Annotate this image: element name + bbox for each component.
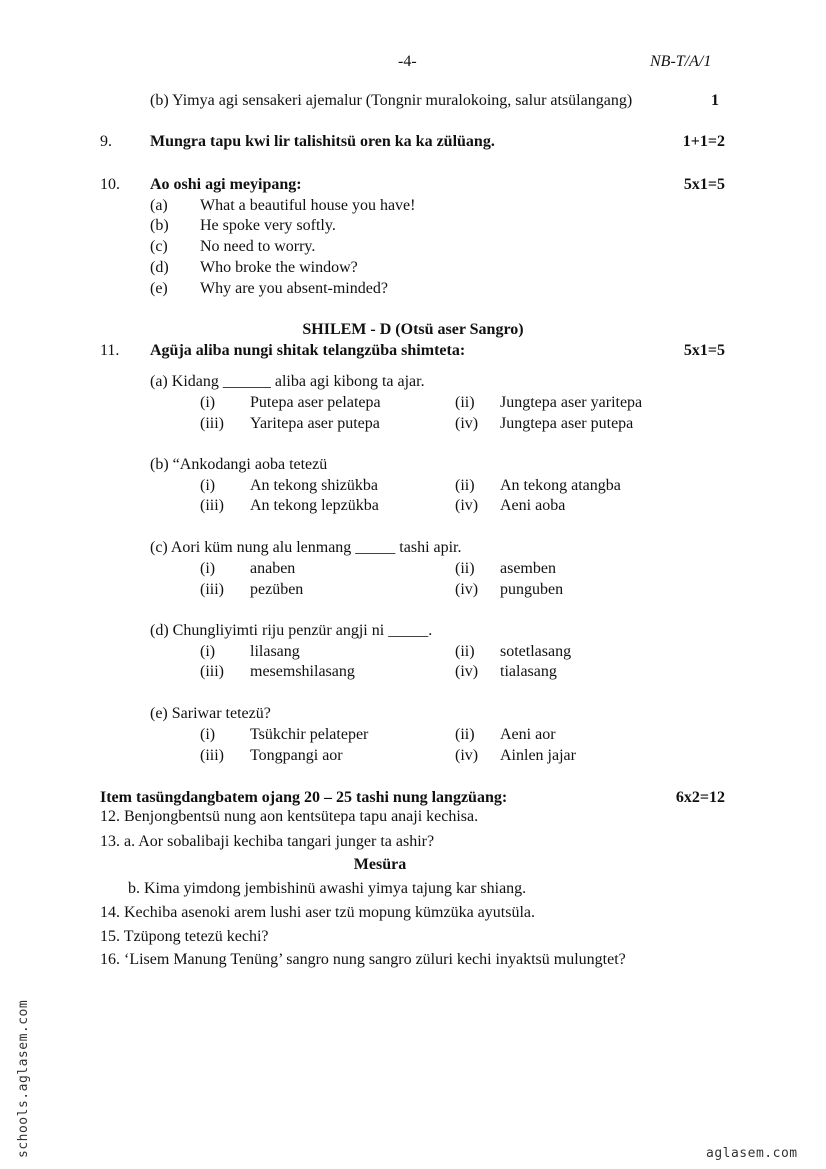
option-label: (iv): [455, 747, 479, 764]
option-text: Jungtepa aser putepa: [500, 415, 634, 432]
q11-marks: 5x1=5: [683, 342, 725, 359]
page-number: -4-: [398, 53, 417, 70]
q10-item-label: (c): [150, 238, 168, 255]
q11-part-stem: (a) Kidang ______ aliba agi kibong ta ajar.: [150, 373, 425, 390]
or-label: Mesüra: [353, 856, 407, 873]
q10-item-text: Why are you absent-minded?: [200, 280, 388, 297]
option-text: lilasang: [250, 643, 300, 660]
option-text: Yaritepa aser putepa: [250, 415, 380, 432]
q9-marks: 1+1=2: [682, 133, 725, 150]
q10-item-text: He spoke very softly.: [200, 217, 336, 234]
q10-item-text: No need to worry.: [200, 238, 316, 255]
option-text: sotetlasang: [500, 643, 572, 660]
option-text: punguben: [500, 581, 564, 598]
option-text: An tekong lepzükba: [250, 497, 379, 514]
option-label: (ii): [455, 643, 475, 660]
question-13a: 13. a. Aor sobalibaji kechiba tangari junger ta ashir?: [100, 833, 435, 850]
q11-part-stem: (e) Sariwar tetezü?: [150, 705, 271, 722]
option-text: Aeni aor: [500, 726, 556, 743]
q11-number: 11.: [100, 342, 120, 359]
option-label: (i): [200, 726, 216, 743]
option-label: (i): [200, 394, 216, 411]
option-label: (iii): [200, 747, 224, 764]
footer-watermark: aglasem.com: [706, 1146, 798, 1161]
item-section-heading: Item tasüngdangbatem ojang 20 – 25 tashi nung langzüang:: [100, 789, 508, 806]
option-label: (ii): [455, 394, 475, 411]
option-label: (ii): [455, 726, 475, 743]
option-text: anaben: [250, 560, 296, 577]
option-text: An tekong shizükba: [250, 477, 378, 494]
option-label: (iv): [455, 497, 479, 514]
option-text: Tsükchir pelateper: [250, 726, 369, 743]
q10-item-label: (d): [150, 259, 169, 276]
option-label: (ii): [455, 560, 475, 577]
option-label: (iv): [455, 663, 479, 680]
q10-item-label: (a): [150, 197, 168, 214]
q11-part-stem: (d) Chungliyimti riju penzür angji ni _____.: [150, 622, 433, 639]
side-watermark: schools.aglasem.com: [16, 999, 31, 1158]
question-14: 14. Kechiba asenoki arem lushi aser tzü mopung kümzüka ayutsüla.: [100, 904, 535, 921]
q10-item-label: (b): [150, 217, 169, 234]
q10-number: 10.: [100, 176, 120, 193]
q9-text: Mungra tapu kwi lir talishitsü oren ka ka zülüang.: [150, 133, 495, 150]
option-text: Tongpangi aor: [250, 747, 343, 764]
q10-item-text: What a beautiful house you have!: [200, 197, 416, 214]
option-label: (iv): [455, 415, 479, 432]
option-label: (iii): [200, 581, 224, 598]
question-13b: b. Kima yimdong jembishinü awashi yimya tajung kar shiang.: [128, 880, 527, 897]
option-text: tialasang: [500, 663, 557, 680]
q8b-marks: 1: [711, 92, 719, 109]
item-section-marks: 6x2=12: [675, 789, 725, 806]
q10-marks: 5x1=5: [683, 176, 725, 193]
option-label: (iii): [200, 663, 224, 680]
q10-text: Ao oshi agi meyipang:: [150, 176, 302, 193]
q8b-text: (b) Yimya agi sensakeri ajemalur (Tongnir muralokoing, salur atsülangang): [150, 92, 633, 109]
option-text: mesemshilasang: [250, 663, 355, 680]
section-title: SHILEM - D (Otsü aser Sangro): [302, 321, 524, 338]
option-label: (i): [200, 643, 216, 660]
option-label: (ii): [455, 477, 475, 494]
option-label: (iii): [200, 497, 224, 514]
option-text: asemben: [500, 560, 556, 577]
option-text: Aeni aoba: [500, 497, 566, 514]
option-text: Putepa aser pelatepa: [250, 394, 381, 411]
option-label: (i): [200, 477, 216, 494]
option-text: Jungtepa aser yaritepa: [500, 394, 643, 411]
option-text: An tekong atangba: [500, 477, 621, 494]
document-code: NB-T/A/1: [650, 53, 712, 70]
q10-item-label: (e): [150, 280, 168, 297]
option-text: Ainlen jajar: [500, 747, 576, 764]
question-15: 15. Tzüpong tetezü kechi?: [100, 928, 269, 945]
question-12: 12. Benjongbentsü nung aon kentsütepa tapu anaji kechisa.: [100, 808, 479, 825]
option-text: pezüben: [250, 581, 304, 598]
q11-text: Agüja aliba nungi shitak telangzüba shimteta:: [150, 342, 466, 359]
option-label: (i): [200, 560, 216, 577]
option-label: (iii): [200, 415, 224, 432]
option-label: (iv): [455, 581, 479, 598]
q11-part-stem: (b) “Ankodangi aoba tetezü: [150, 456, 328, 473]
q9-number: 9.: [100, 133, 112, 150]
q10-item-text: Who broke the window?: [200, 259, 358, 276]
question-16: 16. ‘Lisem Manung Tenüng’ sangro nung sangro züluri kechi inyaktsü mulungtet?: [100, 951, 626, 968]
q11-part-stem: (c) Aori küm nung alu lenmang _____ tashi apir.: [150, 539, 462, 556]
